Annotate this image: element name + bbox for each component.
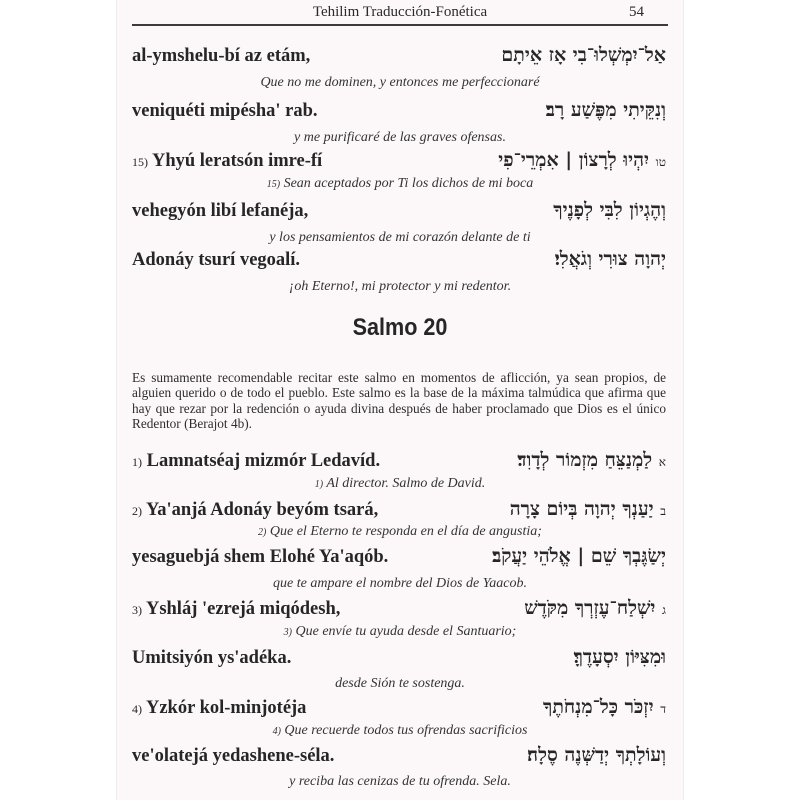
verse-number: 2): [258, 527, 267, 538]
hebrew-text: [524, 597, 666, 620]
translation: desde Sión te sostenga.: [335, 676, 465, 691]
header-rule: [132, 24, 668, 26]
translation-text: Al director. Salmo de David.: [326, 476, 486, 491]
hebrew-words: יַעַנְךָ יְהוָה בְּיוֹם צָרָה: [509, 498, 654, 520]
translation-text: Que envíe tu ayuda desde el Santuario;: [295, 624, 517, 639]
transliteration: Adonáy tsurí vegoalí.: [132, 250, 301, 270]
verse-line: [132, 500, 666, 524]
book-page: [116, 0, 684, 800]
translation: que te ampare el nombre del Dios de Yaacob.: [273, 576, 527, 591]
translation: [116, 176, 684, 194]
psalm-title: Salmo 20: [352, 314, 448, 341]
hebrew-text: יְשַׂגֶּבְךָ שֵׁם | אֱלֹהֵי יַעֲקֹב׃: [492, 545, 666, 567]
transliteration: [132, 698, 306, 719]
verse-line: [132, 101, 666, 125]
verse-number: 3): [132, 603, 142, 617]
psalm-intro: Es sumamente recomendable recitar este salmo en momentos de aflicción, ya sean propios, de alguien querido o de todo el pueblo. Este salmo es la base de la máxima talmúdica que afirma que hay que rezar por la redención o ayuda divina después de haber proclamado que Dios es el único Redentor (Berajot 4b).: [132, 370, 666, 431]
hebrew-words: לַמְנַצֵּחַ מִזְמוֹר לְדָוִד׃: [517, 449, 653, 471]
hebrew-verse-number: ג: [662, 603, 666, 617]
translation: y los pensamientos de mi corazón delante de ti: [269, 230, 531, 245]
verse-number: 1): [132, 455, 142, 469]
transliteration: [132, 599, 340, 620]
verse-number: 3): [283, 627, 292, 638]
translation: Que no me dominen, y entonces me perfeccionaré: [260, 75, 540, 90]
hebrew-verse-number: ד: [660, 702, 666, 716]
translation: y me purificaré de las graves ofensas.: [294, 130, 506, 145]
hebrew-text: [517, 449, 666, 472]
hebrew-text: [543, 696, 666, 719]
transliteration-text: Yhyú leratsón imre-fí: [151, 151, 323, 171]
transliteration: [132, 151, 322, 172]
verse-number: 1): [314, 479, 324, 490]
translation: [116, 524, 684, 542]
verse-number: 15): [266, 179, 281, 190]
verse-number: 2): [132, 504, 142, 518]
verse-line: [132, 599, 666, 623]
verse-number: 15): [132, 155, 148, 169]
translation-text: Que recuerde todos tus ofrendas sacrificios: [284, 723, 528, 738]
translation-text: Que el Eterno te responda en el día de angustia;: [269, 524, 542, 539]
hebrew-text: יְהוָה צוּרִי וְגֹאֲלִי׃: [554, 248, 666, 270]
hebrew-text: אַל־יִמְשְׁלוּ־בִי אָז אֵיתָם: [501, 44, 666, 66]
transliteration-text: Yzkór kol-minjotéja: [145, 698, 307, 718]
page-number: 54: [629, 4, 644, 20]
transliteration-text: Yshláj 'ezrejá miqódesh,: [145, 599, 341, 619]
hebrew-text: [510, 498, 666, 521]
hebrew-words: יִשְׁלַח־עֶזְרְךָ מִקֹּדֶשׁ: [524, 597, 656, 619]
verse-line: [132, 201, 666, 225]
hebrew-verse-number: טו: [655, 155, 666, 169]
transliteration-text: Lamnatséaj mizmór Ledavíd.: [146, 451, 381, 471]
verse-line: [132, 746, 666, 770]
verse-line: [132, 451, 666, 475]
transliteration: veniquéti mipésha' rab.: [132, 101, 318, 121]
hebrew-verse-number: א: [658, 455, 666, 469]
translation: y reciba las cenizas de tu ofrenda. Sela.: [289, 774, 511, 789]
verse-line: [132, 151, 666, 175]
transliteration-text: Ya'anjá Adonáy beyóm tsará,: [145, 500, 379, 520]
verse-line: [132, 46, 666, 70]
verse-number: 4): [272, 726, 281, 737]
book-title: Tehilim Traducción-Fonética: [312, 4, 488, 20]
translation-text: Sean aceptados por Ti los dichos de mi boca: [283, 176, 534, 191]
hebrew-words: יִזְכֹּר כָּל־מִנְחֹתֶךָ: [543, 696, 654, 718]
translation: [116, 723, 684, 741]
verse-line: [132, 648, 666, 672]
translation: [116, 624, 684, 642]
translation: ¡oh Eterno!, mi protector y mi redentor.: [288, 279, 512, 294]
running-header: [132, 2, 668, 24]
transliteration: ve'olatejá yedashene-séla.: [132, 746, 335, 766]
verse-line: [132, 547, 666, 571]
hebrew-text: וְנִקֵּיתִי מִפֶּשַׁע רָב׃: [545, 99, 666, 121]
verse-number: 4): [132, 702, 142, 716]
hebrew-text: [498, 149, 666, 172]
translation: [116, 476, 684, 494]
transliteration: [132, 500, 378, 521]
hebrew-verse-number: ב: [660, 504, 666, 518]
hebrew-text: וּמִצִּיּוֹן יִסְעָדֶךָּ׃: [573, 646, 666, 668]
transliteration: yesaguebjá shem Elohé Ya'aqób.: [132, 547, 389, 567]
hebrew-text: וְהֶגְיוֹן לִבִּי לְפָנֶיךָ: [553, 199, 666, 221]
verse-line: [132, 250, 666, 274]
transliteration: al-ymshelu-bí az etám,: [132, 46, 311, 66]
verse-line: [132, 698, 666, 722]
transliteration: [132, 451, 380, 472]
transliteration: Umitsiyón ys'adéka.: [132, 648, 292, 668]
hebrew-words: יִהְיוּ לְרָצוֹן | אִמְרֵי־פִי: [498, 149, 650, 171]
transliteration: vehegyón libí lefanéja,: [132, 201, 309, 221]
hebrew-text: וְעוֹלָתְךָ יְדַשְּׁנֶה סֶלָה׃: [527, 744, 666, 766]
